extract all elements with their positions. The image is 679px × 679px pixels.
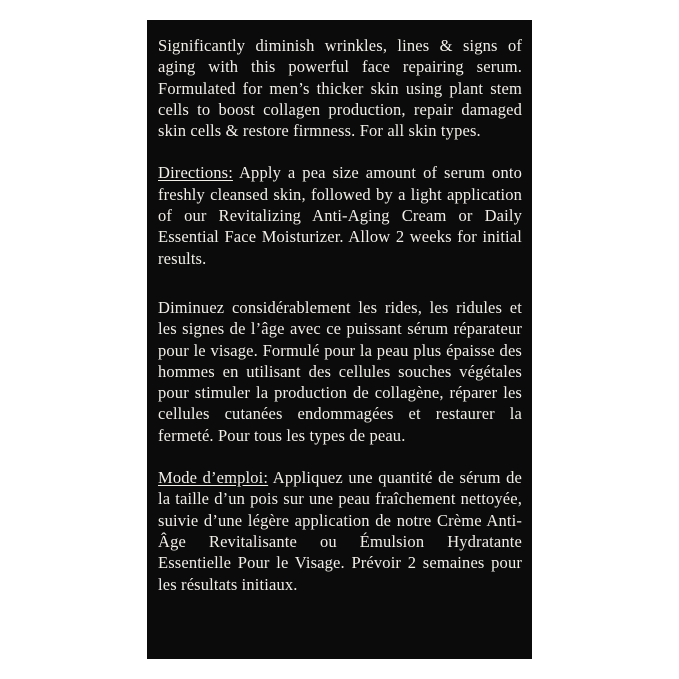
paragraph-description-en: Significantly diminish wrinkles, lines & signs of aging with this powerful face repairing serum. Formulated for men’s thicker skin using plant stem cells to boost collagen production, repair damaged skin cells & restore firmness. For all skin types. [158, 36, 522, 141]
product-label-panel [147, 20, 532, 659]
directions-fr-body: Appliquez une quantité de sérum de la taille d’un pois sur une peau fraîchement nettoyée, suivie d’une légère application de notre Crème Anti-Âge Revitalisante ou Émulsion Hydratante Essentielle Pour le Visage. Prévoir 2 semaines pour les résultats initiaux. [158, 468, 522, 594]
directions-en-heading: Directions: [158, 163, 233, 183]
directions-fr-heading: Mode d’emploi: [158, 468, 269, 488]
paragraph-directions-fr [158, 467, 522, 595]
paragraph-description-fr: Diminuez considérablement les rides, les ridules et les signes de l’âge avec ce puissant sérum réparateur pour le visage. Formulé pour la peau plus épaisse des hommes en utilisant des cellules souches végétales pour stimuler la production de collagène, réparer les cellules cutanées endommagées et restaurer la fermeté. Pour tous les types de peau. [158, 297, 522, 445]
paragraph-directions-en [158, 162, 522, 268]
directions-en-body: Apply a pea size amount of serum onto freshly cleansed skin, followed by a light application of our Revitalizing Anti-Aging Cream or Daily Essential Face Moisturizer. Allow 2 weeks for initial results. [158, 163, 522, 268]
